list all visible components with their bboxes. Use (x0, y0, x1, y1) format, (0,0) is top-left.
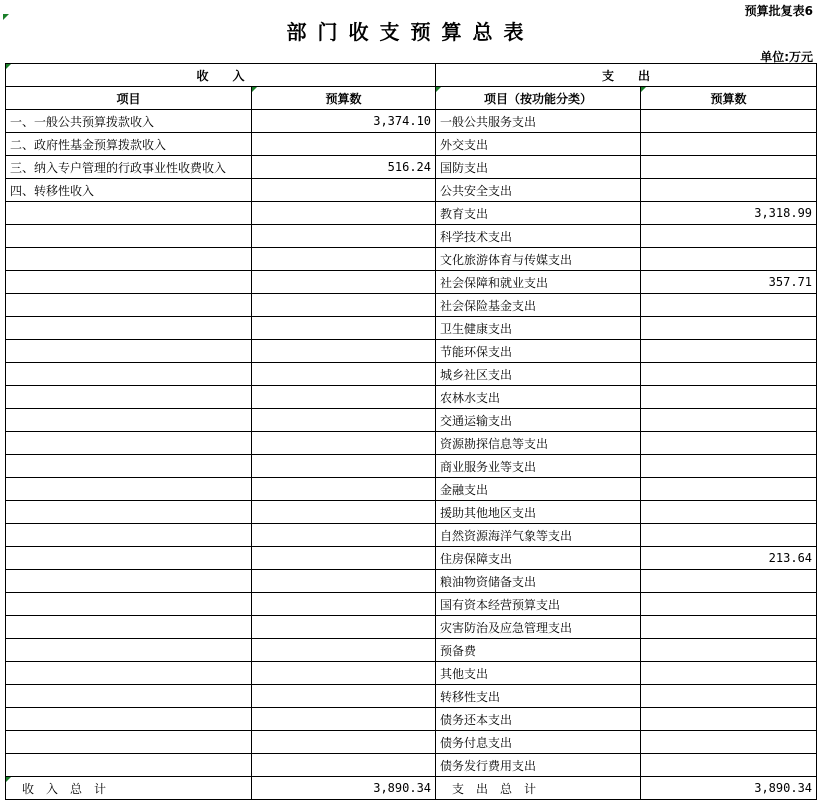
unit-label: 单位:万元 (760, 50, 813, 64)
table-row (6, 110, 817, 133)
table-row (6, 202, 817, 225)
income-amount-cell[interactable] (252, 593, 436, 616)
expenditure-item-header[interactable] (436, 87, 641, 110)
income-item-header[interactable] (6, 87, 252, 110)
expenditure-amount-cell[interactable] (641, 593, 817, 616)
income-amount-cell[interactable] (252, 271, 436, 294)
expenditure-item-cell[interactable]: 外交支出 (436, 133, 641, 156)
income-item-cell[interactable] (6, 754, 252, 777)
income-item-cell[interactable] (6, 685, 252, 708)
table-row (6, 455, 817, 478)
expenditure-item-cell[interactable]: 住房保障支出 (436, 547, 641, 570)
income-amount-cell[interactable] (252, 225, 436, 248)
cell-marker-icon (252, 87, 257, 92)
page-title: 部门收支预算总表 (286, 20, 535, 44)
table-row (6, 179, 817, 202)
income-item-cell[interactable]: 四、转移性收入 (6, 179, 252, 202)
expenditure-item-cell[interactable]: 卫生健康支出 (436, 317, 641, 340)
income-item-cell[interactable] (6, 317, 252, 340)
income-amount-cell[interactable] (252, 616, 436, 639)
expenditure-budget-header[interactable] (641, 87, 817, 110)
expenditure-amount-cell[interactable] (641, 156, 817, 179)
totals-row (6, 777, 817, 800)
income-amount-cell[interactable] (252, 363, 436, 386)
expenditure-item-cell[interactable]: 国防支出 (436, 156, 641, 179)
expenditure-amount-cell[interactable]: 213.64 (641, 547, 817, 570)
cell-marker-icon (641, 87, 646, 92)
income-total-amount[interactable]: 3,890.34 (252, 777, 436, 800)
table-row (6, 708, 817, 731)
expenditure-amount-cell[interactable] (641, 754, 817, 777)
table-row (6, 248, 817, 271)
expenditure-item-cell[interactable]: 援助其他地区支出 (436, 501, 641, 524)
expenditure-item-cell[interactable]: 灾害防治及应急管理支出 (436, 616, 641, 639)
expenditure-item-header-label: 项目（按功能分类） (484, 91, 593, 106)
expenditure-item-cell[interactable]: 资源勘探信息等支出 (436, 432, 641, 455)
expenditure-item-cell[interactable]: 债务还本支出 (436, 708, 641, 731)
income-amount-cell[interactable] (252, 432, 436, 455)
budget-table (5, 63, 817, 800)
expenditure-amount-cell[interactable] (641, 455, 817, 478)
table-row (6, 616, 817, 639)
income-item-cell[interactable] (6, 570, 252, 593)
expenditure-amount-cell[interactable] (641, 685, 817, 708)
income-section-label: 收 入 (196, 68, 245, 83)
table-row (6, 225, 817, 248)
table-row (6, 501, 817, 524)
table-row (6, 731, 817, 754)
income-amount-cell[interactable] (252, 570, 436, 593)
table-row (6, 662, 817, 685)
expenditure-amount-cell[interactable] (641, 317, 817, 340)
expenditure-item-cell[interactable]: 公共安全支出 (436, 179, 641, 202)
income-item-cell[interactable]: 一、一般公共预算拨款收入 (6, 110, 252, 133)
table-row (6, 570, 817, 593)
expenditure-total-amount[interactable]: 3,890.34 (641, 777, 817, 800)
income-amount-cell[interactable]: 516.24 (252, 156, 436, 179)
table-row (6, 271, 817, 294)
expenditure-item-cell[interactable]: 金融支出 (436, 478, 641, 501)
expenditure-amount-cell[interactable] (641, 225, 817, 248)
expenditure-amount-cell[interactable] (641, 409, 817, 432)
table-row (6, 547, 817, 570)
expenditure-item-cell[interactable]: 国有资本经营预算支出 (436, 593, 641, 616)
expenditure-amount-cell[interactable] (641, 501, 817, 524)
income-amount-cell[interactable]: 3,374.10 (252, 110, 436, 133)
expenditure-amount-cell[interactable]: 3,318.99 (641, 202, 817, 225)
income-amount-cell[interactable] (252, 317, 436, 340)
income-item-cell[interactable] (6, 455, 252, 478)
table-row (6, 386, 817, 409)
expenditure-item-cell[interactable]: 转移性支出 (436, 685, 641, 708)
income-item-cell[interactable] (6, 593, 252, 616)
income-amount-cell[interactable] (252, 731, 436, 754)
expenditure-amount-cell[interactable] (641, 432, 817, 455)
section-header-row (6, 64, 817, 87)
income-amount-cell[interactable] (252, 708, 436, 731)
income-total-text: 收 入 总 计 (10, 781, 107, 796)
expenditure-section-label: 支 出 (602, 68, 651, 83)
income-item-cell[interactable] (6, 616, 252, 639)
expenditure-item-cell[interactable]: 文化旅游体育与传媒支出 (436, 248, 641, 271)
table-row (6, 340, 817, 363)
expenditure-total-text: 支 出 总 计 (440, 781, 537, 796)
income-amount-cell[interactable] (252, 478, 436, 501)
table-row (6, 156, 817, 179)
expenditure-item-cell[interactable]: 交通运输支出 (436, 409, 641, 432)
income-item-cell[interactable]: 二、政府性基金预算拨款收入 (6, 133, 252, 156)
income-item-cell[interactable] (6, 340, 252, 363)
expenditure-amount-cell[interactable] (641, 524, 817, 547)
income-item-cell[interactable] (6, 202, 252, 225)
table-row (6, 294, 817, 317)
income-budget-header-label: 预算数 (325, 91, 362, 106)
income-amount-cell[interactable] (252, 455, 436, 478)
income-item-cell[interactable] (6, 432, 252, 455)
income-amount-cell[interactable] (252, 547, 436, 570)
income-amount-cell[interactable] (252, 409, 436, 432)
income-section-header[interactable] (6, 64, 436, 87)
expenditure-item-cell[interactable]: 节能环保支出 (436, 340, 641, 363)
income-total-label[interactable] (6, 777, 252, 800)
table-row (6, 133, 817, 156)
cell-marker-icon (436, 87, 441, 92)
income-amount-cell[interactable] (252, 294, 436, 317)
expenditure-item-cell[interactable]: 科学技术支出 (436, 225, 641, 248)
column-header-row (6, 87, 817, 110)
income-amount-cell[interactable] (252, 386, 436, 409)
expenditure-amount-cell[interactable] (641, 363, 817, 386)
income-amount-cell[interactable] (252, 524, 436, 547)
income-item-cell[interactable] (6, 225, 252, 248)
income-item-cell[interactable] (6, 271, 252, 294)
expenditure-amount-cell[interactable] (641, 478, 817, 501)
expenditure-amount-cell[interactable] (641, 616, 817, 639)
income-budget-header[interactable] (252, 87, 436, 110)
income-amount-cell[interactable] (252, 248, 436, 271)
income-item-header-label: 项目 (116, 91, 141, 106)
expenditure-amount-cell[interactable] (641, 708, 817, 731)
income-item-cell[interactable] (6, 294, 252, 317)
table-row (6, 685, 817, 708)
income-item-cell[interactable] (6, 547, 252, 570)
income-item-cell[interactable] (6, 501, 252, 524)
income-item-cell[interactable] (6, 409, 252, 432)
income-amount-cell[interactable] (252, 202, 436, 225)
income-amount-cell[interactable] (252, 340, 436, 363)
expenditure-item-cell[interactable]: 债务付息支出 (436, 731, 641, 754)
expenditure-amount-cell[interactable] (641, 639, 817, 662)
table-row (6, 363, 817, 386)
income-item-cell[interactable]: 三、纳入专户管理的行政事业性收费收入 (6, 156, 252, 179)
expenditure-amount-cell[interactable] (641, 731, 817, 754)
expenditure-item-cell[interactable]: 一般公共服务支出 (436, 110, 641, 133)
expenditure-amount-cell[interactable] (641, 248, 817, 271)
expenditure-budget-header-label: 预算数 (710, 91, 747, 106)
expenditure-amount-cell[interactable] (641, 386, 817, 409)
expenditure-amount-cell[interactable] (641, 662, 817, 685)
budget-rows (6, 110, 817, 777)
table-row (6, 524, 817, 547)
cell-marker-icon (6, 777, 11, 782)
income-item-cell[interactable] (6, 662, 252, 685)
table-row (6, 478, 817, 501)
expenditure-item-cell[interactable]: 教育支出 (436, 202, 641, 225)
income-amount-cell[interactable] (252, 133, 436, 156)
table-row (6, 317, 817, 340)
table-row (6, 593, 817, 616)
expenditure-amount-cell[interactable] (641, 294, 817, 317)
expenditure-amount-cell[interactable] (641, 110, 817, 133)
expenditure-item-cell[interactable]: 农林水支出 (436, 386, 641, 409)
expenditure-item-cell[interactable]: 社会保险基金支出 (436, 294, 641, 317)
table-row (6, 754, 817, 777)
expenditure-item-cell[interactable]: 其他支出 (436, 662, 641, 685)
income-item-cell[interactable] (6, 639, 252, 662)
expenditure-amount-cell[interactable]: 357.71 (641, 271, 817, 294)
expenditure-total-label[interactable] (436, 777, 641, 800)
expenditure-amount-cell[interactable] (641, 570, 817, 593)
income-amount-cell[interactable] (252, 685, 436, 708)
income-amount-cell[interactable] (252, 639, 436, 662)
income-amount-cell[interactable] (252, 179, 436, 202)
income-item-cell[interactable] (6, 708, 252, 731)
expenditure-item-cell[interactable]: 社会保障和就业支出 (436, 271, 641, 294)
form-number: 预算批复表6 (744, 4, 813, 18)
expenditure-amount-cell[interactable] (641, 133, 817, 156)
table-row (6, 409, 817, 432)
income-amount-cell[interactable] (252, 754, 436, 777)
expenditure-item-cell[interactable]: 粮油物资储备支出 (436, 570, 641, 593)
income-item-cell[interactable] (6, 478, 252, 501)
expenditure-amount-cell[interactable] (641, 179, 817, 202)
expenditure-item-cell[interactable]: 自然资源海洋气象等支出 (436, 524, 641, 547)
income-item-cell[interactable] (6, 248, 252, 271)
income-item-cell[interactable] (6, 363, 252, 386)
expenditure-item-cell[interactable]: 城乡社区支出 (436, 363, 641, 386)
table-row (6, 432, 817, 455)
expenditure-section-header[interactable] (436, 64, 817, 87)
income-item-cell[interactable] (6, 524, 252, 547)
income-item-cell[interactable] (6, 386, 252, 409)
expenditure-amount-cell[interactable] (641, 340, 817, 363)
income-amount-cell[interactable] (252, 662, 436, 685)
income-amount-cell[interactable] (252, 501, 436, 524)
expenditure-item-cell[interactable]: 预备费 (436, 639, 641, 662)
income-item-cell[interactable] (6, 731, 252, 754)
expenditure-item-cell[interactable]: 商业服务业等支出 (436, 455, 641, 478)
cell-marker-icon (6, 64, 11, 69)
table-row (6, 639, 817, 662)
expenditure-item-cell[interactable]: 债务发行费用支出 (436, 754, 641, 777)
